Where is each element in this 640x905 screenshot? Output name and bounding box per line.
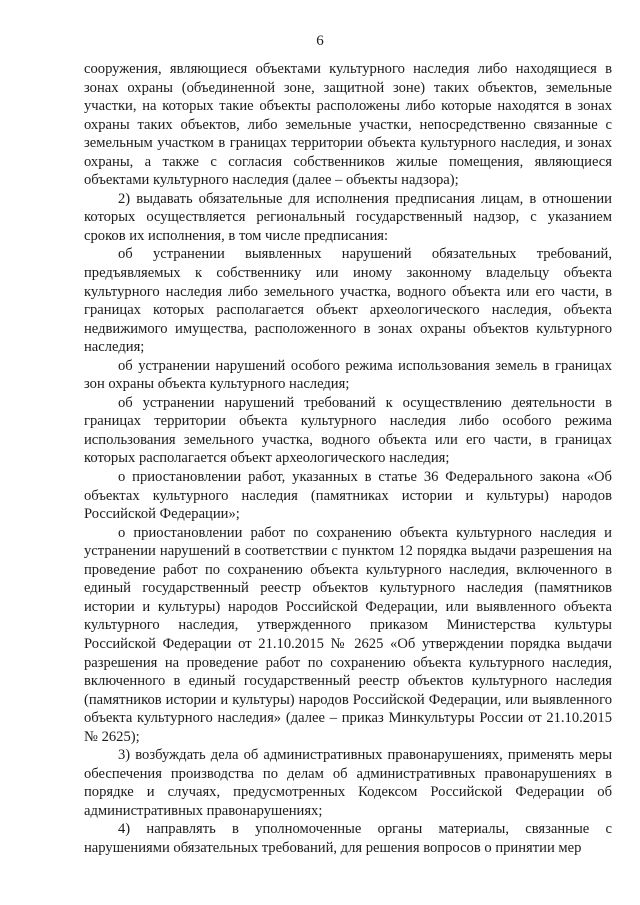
paragraph-item-4: 4) направлять в уполномоченные органы материалы, связанные с нарушениями обязательных требований, для решения вопросов о принятии мер bbox=[84, 821, 612, 856]
paragraph-prescription-violations: об устранении выявленных нарушений обязательных требований, предъявляемых к собственнику или иному законному владельцу объекта культурного наследия либо земельного участка, водного объекта или его части, в границах которых располагается объект археологического наследия, объекта недвижимого имущества, расположенного в зонах охраны объектов культурного наследия; bbox=[84, 246, 612, 356]
page-number: 6 bbox=[316, 33, 324, 49]
paragraph-suspension-preservation: о приостановлении работ по сохранению объекта культурного наследия и устранении нарушений в соответствии с пунктом 12 порядка выдачи разрешения на проведение работ по сохранению объекта культурного наследия, включенного в единый государственный реестр объектов культурного наследия (памятников истории и культуры) народов Российской Федерации, или выявленного объекта культурного наследия, утвержденного приказом Министерства культуры Российской Федерации от 21.10.2015 № 2625 «Об утверждении порядка выдачи разрешения на проведение работ по сохранению объекта культурного наследия, включенного в единый государственный реестр объектов культурного наследия (памятников истории и культуры) народов Российской Федерации, или выявленного объекта культурного наследия» (далее – приказ Минкультуры России от 21.10.2015 № 2625); bbox=[84, 524, 612, 745]
paragraph-item-2: 2) выдавать обязательные для исполнения предписания лицам, в отношении которых осуществляется региональный государственный надзор, с указанием сроков их исполнения, в том числе предписания: bbox=[84, 190, 612, 244]
paragraph-continuation: сооружения, являющиеся объектами культурного наследия либо находящиеся в зонах охраны (объединенной зоне, защитной зоне) таких объектов, земельные участки, на которых такие объекты расположены либо которые находятся в зонах охраны таких объектов, либо земельные участки, непосредственно связанные с земельным участком в границах территории объекта культурного наследия, и зонах охраны, а также с согласия собственников жилые помещения, являющиеся объектами культурного наследия (далее – объекты надзора); bbox=[84, 61, 612, 189]
paragraph-suspension-art36: о приостановлении работ, указанных в статье 36 Федерального закона «Об объектах культурного наследия (памятниках истории и культуры) народов Российской Федерации»; bbox=[84, 469, 612, 523]
document-body bbox=[84, 60, 612, 858]
paragraph-item-3: 3) возбуждать дела об административных правонарушениях, применять меры обеспечения производства по делам об административных правонарушениях в порядке и случаях, предусмотренных Кодексом Российской Федерации об административных правонарушениях; bbox=[84, 747, 612, 819]
paragraph-prescription-activity: об устранении нарушений требований к осуществлению деятельности в границах территории объекта культурного наследия либо особого режима использования земельного участка, водного объекта или его части, в границах которых располагается объект археологического наследия; bbox=[84, 394, 612, 467]
paragraph-prescription-land-regime: об устранении нарушений особого режима использования земель в границах зон охраны объекта культурного наследия; bbox=[84, 357, 612, 393]
